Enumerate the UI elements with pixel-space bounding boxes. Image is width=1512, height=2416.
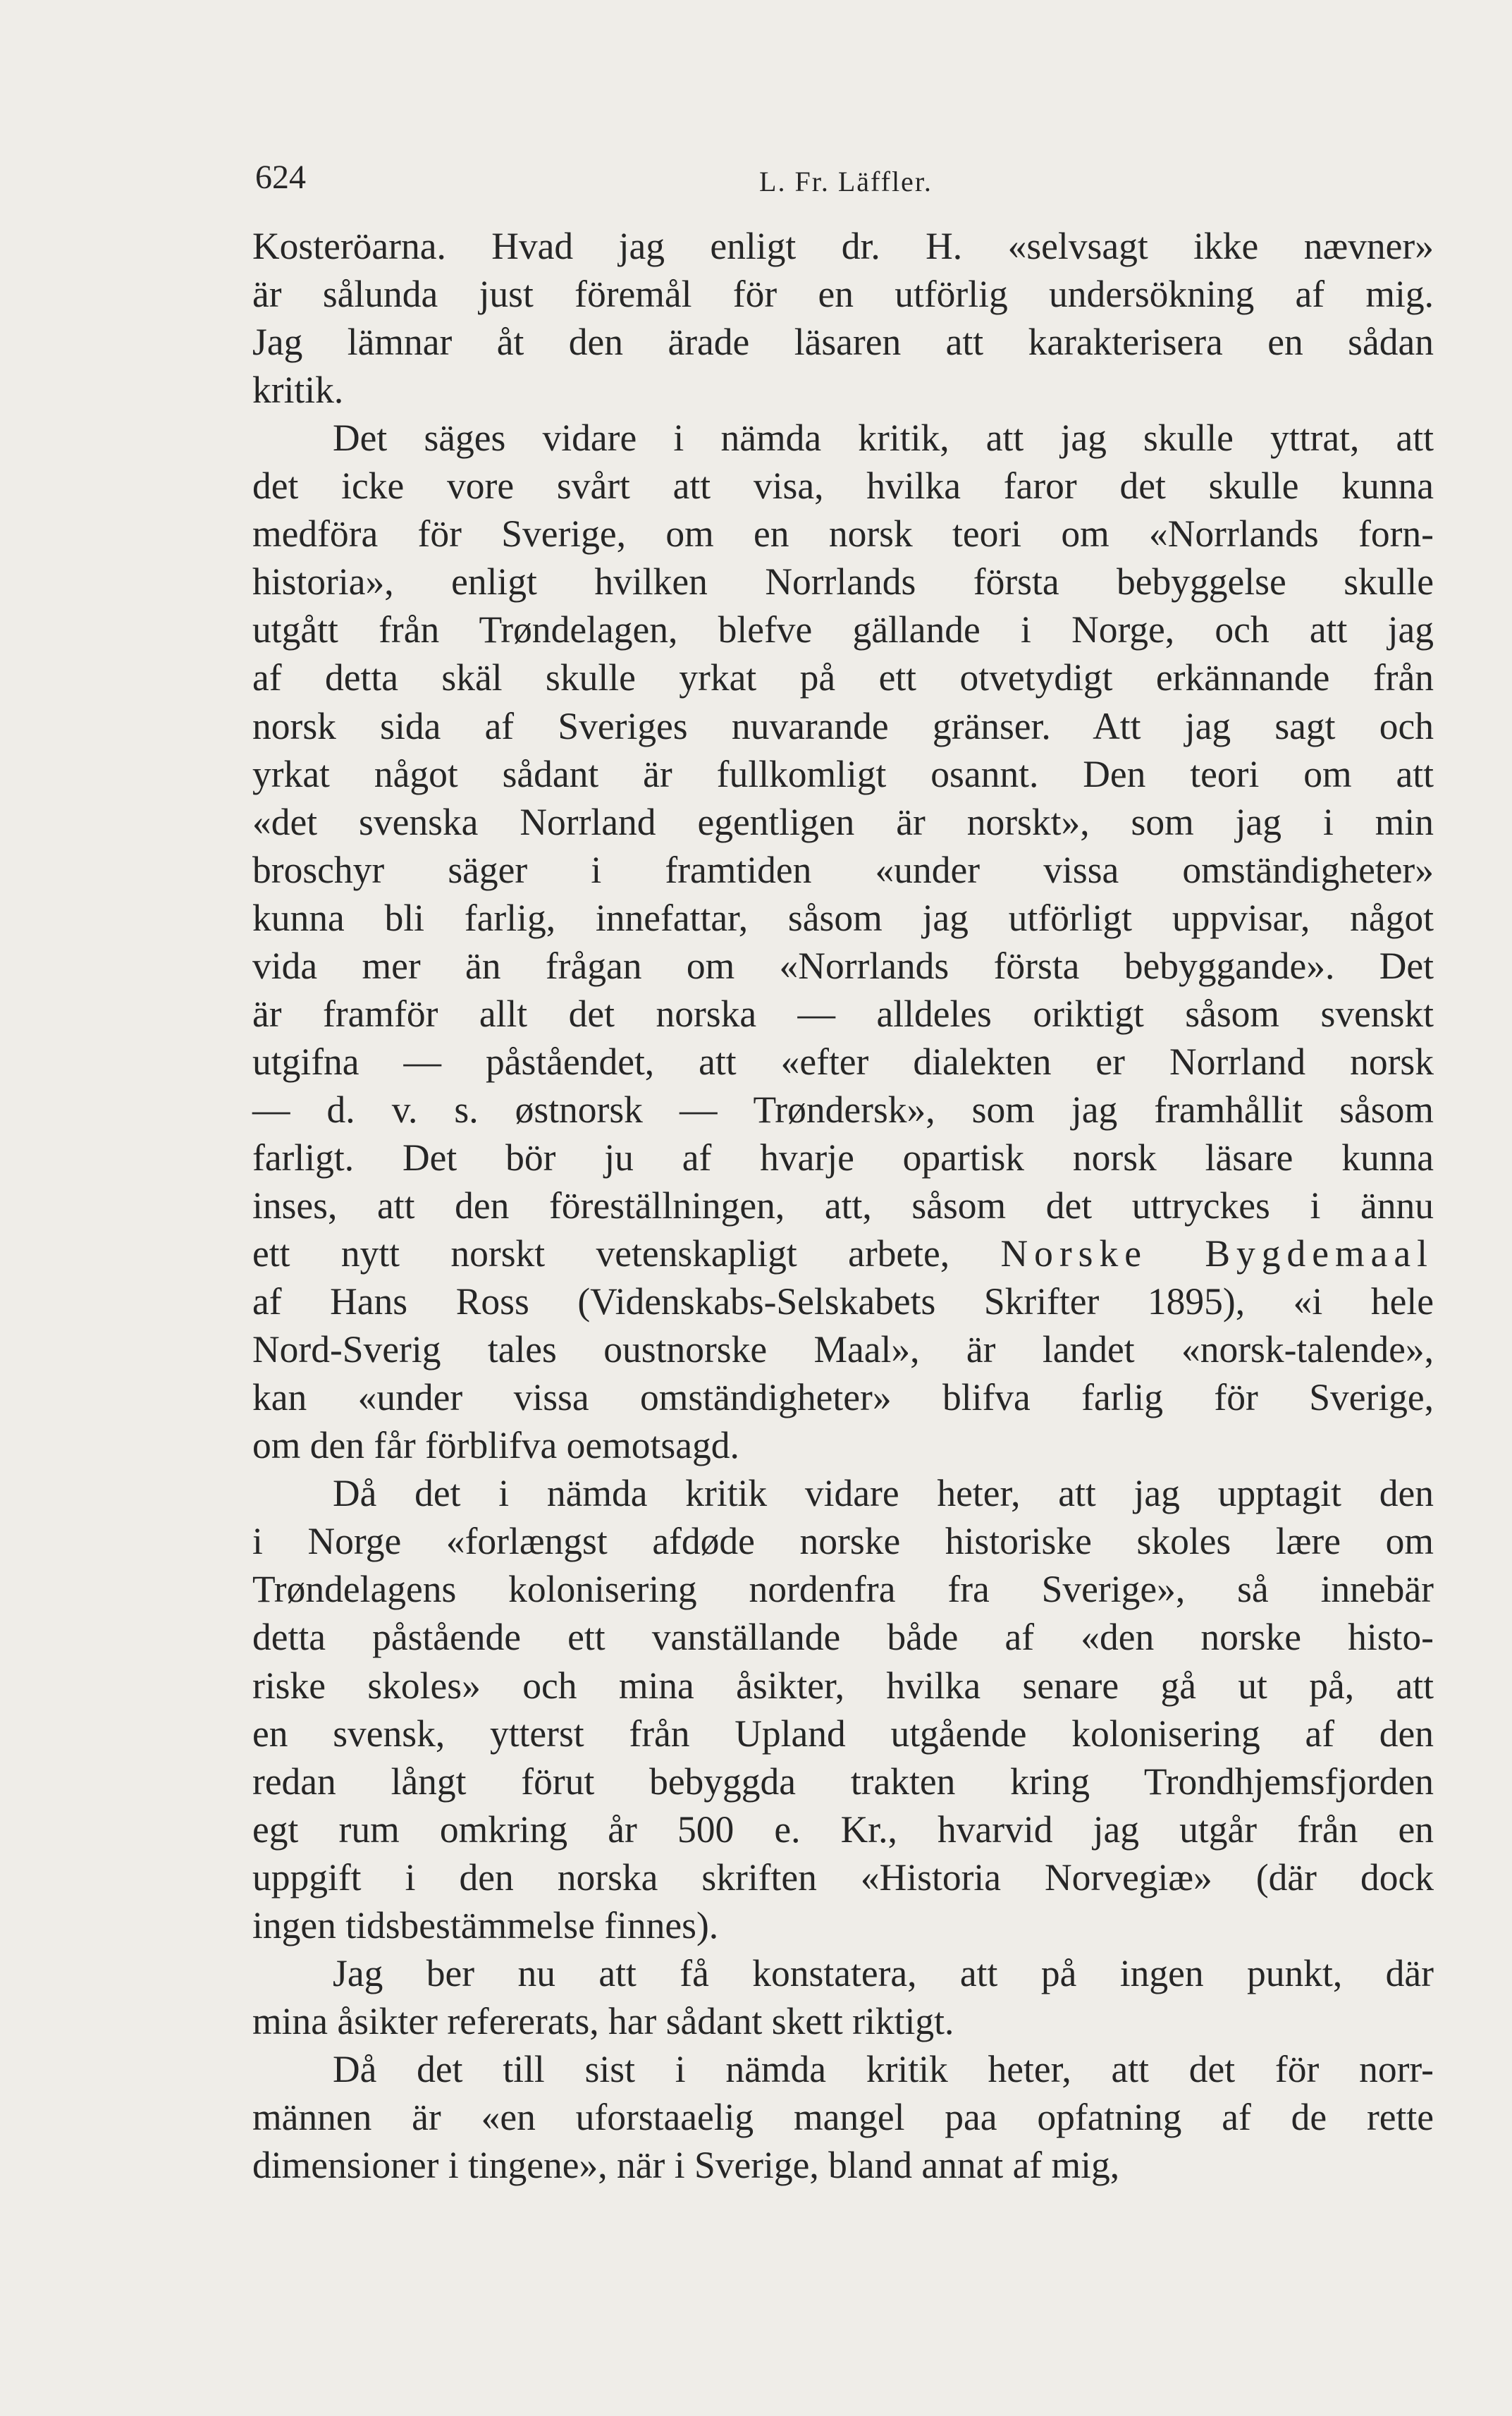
text-segment: broschyr säger i framtiden «under vissa omständigheter»	[252, 848, 1434, 891]
text-line	[252, 1661, 1434, 1710]
text-segment: ingen tidsbestämmelse finnes).	[252, 1903, 719, 1946]
text-segment: Jag lämnar åt den ärade läsaren att karakterisera en sådan	[252, 321, 1434, 364]
text-segment: detta påstående ett vanställande både af «den norske histo-	[252, 1616, 1434, 1659]
text-segment: uppgift i den norska skriften «Historia Norvegiæ» (där dock	[252, 1856, 1434, 1899]
text-segment: kunna bli farlig, innefattar, såsom jag utförligt uppvisar, något	[252, 896, 1434, 939]
text-segment: egt rum omkring år 500 e. Kr., hvarvid jag utgår från en	[252, 1808, 1434, 1851]
text-segment: Det säges vidare i nämda kritik, att jag skulle yttrat, att	[333, 417, 1434, 460]
text-segment: — d. v. s. østnorsk — Trøndersk», som jag framhållit såsom	[252, 1088, 1434, 1131]
text-segment: af detta skäl skulle yrkat på ett otvetydigt erkännande från	[252, 656, 1434, 699]
text-line	[252, 941, 1434, 991]
text-segment: Kosteröarna. Hvad jag enligt dr. H. «selvsagt ikke nævner»	[252, 225, 1434, 267]
text-segment: är framför allt det norska — alldeles oriktigt såsom svenskt	[252, 992, 1434, 1035]
text-segment: det icke vore svårt att visa, hvilka faror det skulle kunna	[252, 465, 1434, 508]
text-segment: dimensioner i tingene», när i Sverige, bland annat af mig,	[252, 2144, 1120, 2186]
text-line	[252, 1757, 1434, 1806]
text-line	[252, 605, 1434, 654]
text-segment: norsk sida af Sveriges nuvarande gränser. Att jag sagt och	[252, 704, 1434, 747]
text-segment: utgifna — påståendet, att «efter dialekten er Norrland norsk	[252, 1040, 1434, 1083]
text-line	[252, 269, 1434, 319]
text-segment: yrkat något sådant är fullkomligt osannt. Den teori om att	[252, 752, 1434, 795]
text-segment: medföra för Sverige, om en norsk teori om «Norrlands forn-	[252, 513, 1434, 556]
text-segment: af Hans Ross (Videnskabs-Selskabets Skrifter 1895), «i hele	[252, 1280, 1434, 1323]
text-segment: i Norge «forlængst afdøde norske historiske skoles lære om	[252, 1520, 1434, 1563]
text-segment: historia», enligt hvilken Norrlands första bebyggelse skulle	[252, 560, 1434, 603]
text-line	[252, 1373, 1434, 1422]
text-line	[252, 1277, 1434, 1326]
text-line	[252, 1085, 1434, 1134]
text-segment: mina åsikter refererats, har sådant skett riktigt.	[252, 1999, 954, 2042]
text-line	[252, 2092, 1434, 2142]
text-line	[252, 2140, 1434, 2190]
text-segment: männen är «en uforstaaelig mangel paa opfatning af de rette	[252, 2095, 1434, 2138]
text-line	[252, 797, 1434, 847]
text-line	[252, 1516, 1434, 1566]
text-segment: Då det till sist i nämda kritik heter, att det för norr-	[333, 2047, 1434, 2090]
text-line	[252, 1997, 1434, 2046]
text-line	[252, 1612, 1434, 1662]
text-line	[333, 1468, 1434, 1518]
text-line	[252, 1709, 1434, 1758]
text-line	[252, 1181, 1434, 1230]
running-title: L. Fr. Läffler.	[759, 166, 933, 197]
text-segment: kan «under vissa omständigheter» blifva farlig för Sverige,	[252, 1376, 1434, 1419]
text-line	[252, 557, 1434, 606]
text-line	[252, 509, 1434, 558]
text-line	[252, 1421, 1434, 1470]
text-segment: Trøndelagens kolonisering nordenfra fra Sverige», så innebär	[252, 1568, 1434, 1611]
text-line	[252, 1564, 1434, 1614]
text-line	[252, 1229, 1434, 1278]
text-segment: redan långt förut bebyggda trakten kring Trondhjemsfjorden	[252, 1760, 1434, 1803]
text-line	[252, 989, 1434, 1038]
text-segment: riske skoles» och mina åsikter, hvilka senare gå ut på, att	[252, 1664, 1434, 1707]
text-line	[252, 365, 1434, 415]
text-segment: kritik.	[252, 369, 344, 412]
text-segment: ett nytt norskt vetenskapligt arbete,	[252, 1232, 1001, 1275]
text-segment: vida mer än frågan om «Norrlands första bebyggande». Det	[252, 944, 1434, 987]
text-segment: Då det i nämda kritik vidare heter, att jag upptagit den	[333, 1472, 1434, 1515]
text-line	[252, 1037, 1434, 1086]
text-line	[252, 317, 1434, 367]
text-line	[252, 749, 1434, 799]
text-line	[252, 701, 1434, 751]
text-segment: är sålunda just föremål för en utförlig undersökning af mig.	[252, 273, 1434, 316]
text-line	[252, 653, 1434, 702]
text-line	[333, 2044, 1434, 2094]
text-line	[252, 221, 1434, 271]
text-segment: utgått från Trøndelagen, blefve gällande i Norge, och att jag	[252, 608, 1434, 651]
text-segment: inses, att den föreställningen, att, såsom det uttryckes i ännu	[252, 1184, 1434, 1227]
text-line	[252, 1805, 1434, 1854]
text-segment: «det svenska Norrland egentligen är norskt», som jag i min	[252, 800, 1434, 843]
text-line	[252, 1133, 1434, 1182]
text-line	[252, 1853, 1434, 1902]
text-segment: om den får förblifva oemotsagd.	[252, 1424, 739, 1467]
text-segment: Jag ber nu att få konstatera, att på ingen punkt, där	[333, 1951, 1434, 1994]
text-line	[252, 845, 1434, 895]
text-segment: farligt. Det bör ju af hvarje opartisk norsk läsare kunna	[252, 1136, 1434, 1179]
text-line	[252, 893, 1434, 943]
page-number: 624	[255, 159, 306, 196]
text-line	[252, 1325, 1434, 1374]
spaced-title: Norske Bygdemaal	[1000, 1232, 1434, 1275]
text-segment: Nord-Sverig tales oustnorske Maal», är landet «norsk-talende»,	[252, 1328, 1434, 1371]
text-line	[252, 1901, 1434, 1950]
text-line	[333, 1949, 1434, 1998]
text-segment: en svensk, ytterst från Upland utgående kolonisering af den	[252, 1712, 1434, 1755]
text-line	[252, 461, 1434, 510]
text-line	[333, 413, 1434, 462]
